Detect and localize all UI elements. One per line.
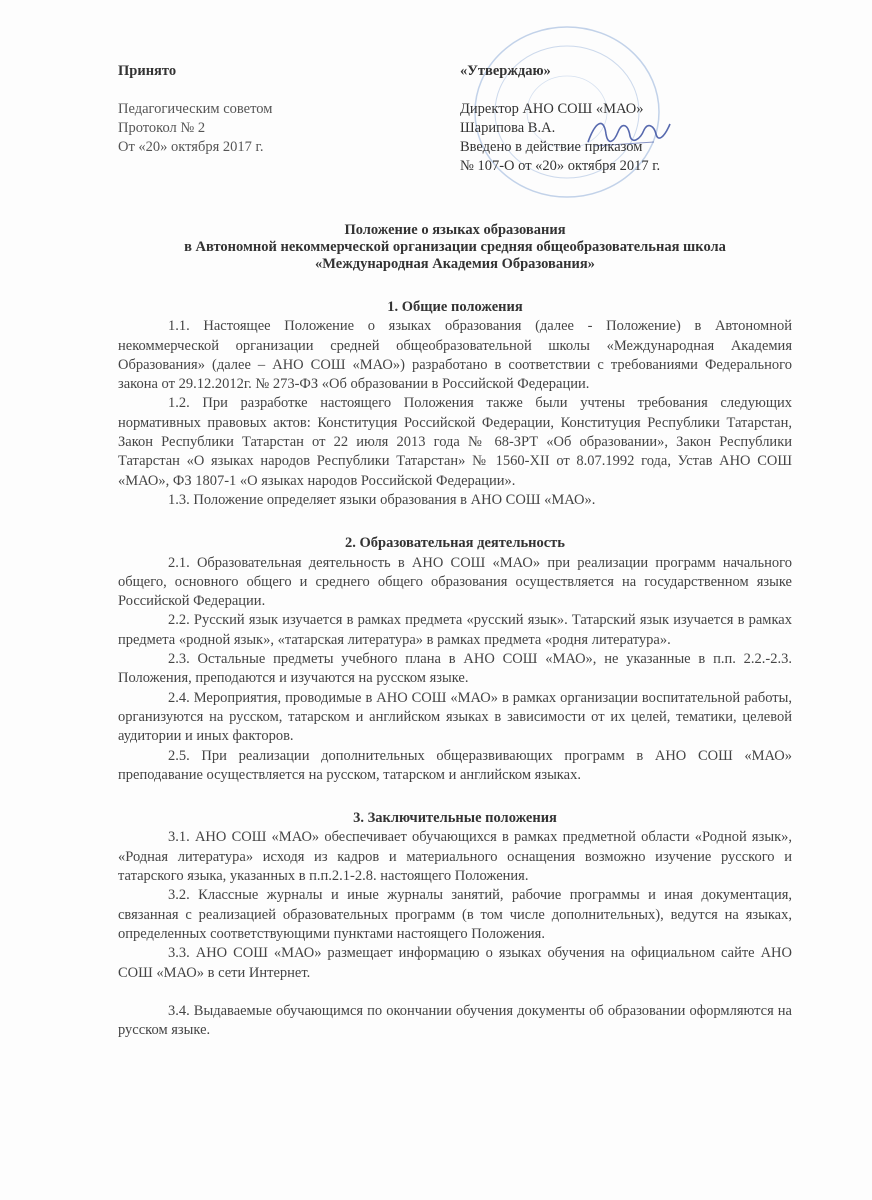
title-line-1: Положение о языках образования bbox=[344, 222, 566, 238]
accepted-label: Принято bbox=[118, 63, 177, 79]
director-title: Директор АНО СОШ «МАО» bbox=[460, 101, 644, 117]
order-number: № 107-О от «20» октября 2017 г. bbox=[460, 158, 661, 174]
paragraph: 1.1. Настоящее Положение о языках образования (далее - Положение) в Автономной некоммерческой организации средней общеобразовательной школы «Международная Академия Образования» (далее – АНО СОШ «МАО») разработано в соответствии с требованиями Федерального закона от 29.12.2012г. № 273-ФЗ «Об образовании в Российской Федерации. bbox=[118, 318, 792, 393]
paragraph: 3.2. Классные журналы и иные журналы занятий, рабочие программы и иная документация, связанная с реализацией образовательных программ (в том числе дополнительных), ведутся на языках, определенных соответствующими пунктами настоящего Положения. bbox=[118, 887, 792, 942]
protocol-date: От «20» октября 2017 г. bbox=[118, 139, 264, 155]
director-name: Шарипова В.А. bbox=[460, 120, 556, 136]
paragraph: 2.1. Образовательная деятельность в АНО СОШ «МАО» при реализации программ начального общего, основного общего и среднего общего образования осуществляется на государственном языке Российской Федерации. bbox=[118, 554, 792, 610]
paragraph: 1.2. При разработке настоящего Положения также были учтены требования следующих нормативных правовых актов: Конституция Российской Федерации, Конституция Республики Татарстан, Закон Республики Татарстан от 22 июля 2013 года № 68-ЗРТ «Об образовании», Закон Республики Татарстан «О языках народов Республики Татарстан» № 1560-XII от 8.07.1992 года, Устав АНО СОШ «МАО», ФЗ 1807-1 «О языках народов Российской Федерации». bbox=[118, 395, 792, 489]
title-line-3: «Международная Академия Образования» bbox=[315, 256, 595, 272]
section-heading: 1. Общие положения bbox=[387, 299, 523, 315]
paragraph: 2.5. При реализации дополнительных общеразвивающих программ в АНО СОШ «МАО» преподавание осуществляется на русском, татарском и английском языках. bbox=[118, 747, 792, 783]
paragraph: 3.4. Выдаваемые обучающимся по окончании обучения документы об образовании оформляются на русском языке. bbox=[118, 1002, 792, 1039]
approve-label: «Утверждаю» bbox=[460, 63, 551, 79]
order-label: Введено в действие приказом bbox=[460, 139, 643, 155]
protocol-label: Протокол № 2 bbox=[118, 120, 206, 136]
paragraph: 2.4. Мероприятия, проводимые в АНО СОШ «МАО» в рамках организации воспитательной работы, организуются на русском, татарском и английском языках в зависимости от их целей, тематики, целевой аудитории и иных факторов. bbox=[118, 689, 792, 745]
paragraph: 1.3. Положение определяет языки образования в АНО СОШ «МАО». bbox=[168, 491, 596, 508]
approval-block-right bbox=[460, 62, 660, 176]
paragraph: 3.1. АНО СОШ «МАО» обеспечивает обучающихся в рамках предметной области «Родной язык», «Родная литература» исходя из кадров и материального оснащения возможно изучение русского и татарского языка, указанных в п.п.2.1-2.8. настоящего Положения. bbox=[118, 829, 792, 885]
paragraph: 2.2. Русский язык изучается в рамках предмета «русский язык». Татарский язык изучается в рамках предмета «родной язык», «татарская литература» в рамках предмета «родня литература». bbox=[118, 612, 792, 648]
paragraph: 3.3. АНО СОШ «МАО» размещает информацию о языках обучения на официальном сайте АНО СОШ «МАО» в сети Интернет. bbox=[118, 945, 792, 981]
council-label: Педагогическим советом bbox=[118, 101, 273, 117]
section-heading: 3. Заключительные положения bbox=[353, 810, 557, 827]
section-heading: 2. Образовательная деятельность bbox=[345, 535, 565, 552]
paragraph: 2.3. Остальные предметы учебного плана в АНО СОШ «МАО», не указанные в п.п. 2.2.-2.3. Положения, преподаются и изучаются на русском языке. bbox=[118, 651, 792, 687]
document-body bbox=[118, 298, 792, 1040]
title-line-2: в Автономной некоммерческой организации средняя общеобразовательная школа bbox=[184, 239, 726, 255]
approval-block-left bbox=[118, 62, 272, 157]
document-title bbox=[118, 222, 792, 273]
